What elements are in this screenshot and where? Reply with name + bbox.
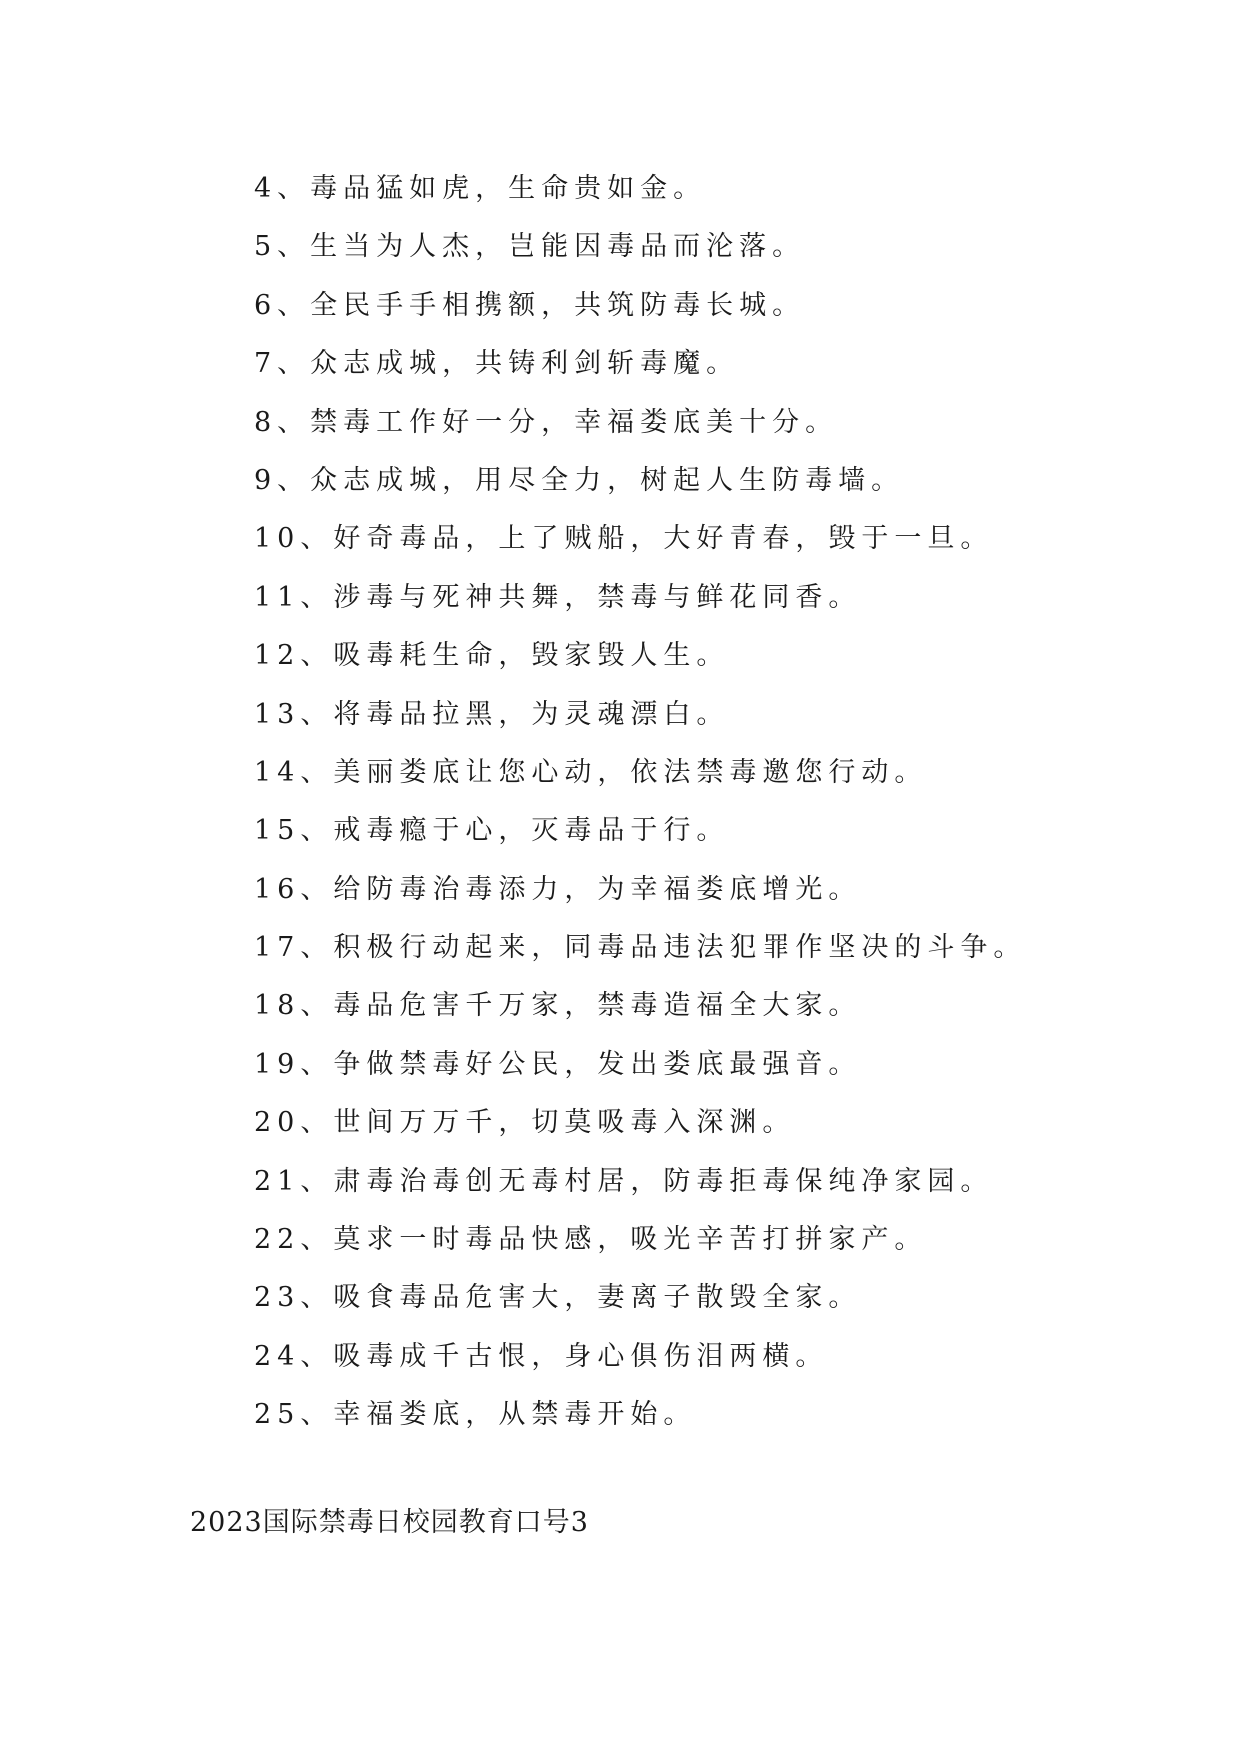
slogan-item: 13、将毒品拉黑，为灵魂漂白。 [254, 698, 730, 730]
slogan-item: 8、禁毒工作好一分，幸福娄底美十分。 [254, 406, 839, 438]
slogan-item: 25、幸福娄底，从禁毒开始。 [254, 1399, 697, 1431]
slogan-list [254, 160, 1026, 1445]
slogan-item: 18、毒品危害千万家，禁毒造福全大家。 [254, 990, 862, 1022]
slogan-item: 20、世间万万千，切莫吸毒入深渊。 [254, 1107, 796, 1139]
slogan-item: 24、吸毒成千古恨，身心俱伤泪两横。 [254, 1340, 829, 1372]
slogan-item: 15、戒毒瘾于心，灭毒品于行。 [254, 815, 730, 847]
slogan-item: 6、全民手手相携额，共筑防毒长城。 [254, 289, 806, 321]
slogan-item: 7、众志成城，共铸利剑斩毒魔。 [254, 348, 740, 380]
slogan-item: 17、积极行动起来，同毒品违法犯罪作坚决的斗争。 [254, 932, 1027, 964]
slogan-item: 5、生当为人杰，岂能因毒品而沦落。 [254, 231, 806, 263]
slogan-item: 14、美丽娄底让您心动，依法禁毒邀您行动。 [254, 756, 928, 788]
slogan-item: 23、吸食毒品危害大，妻离子散毁全家。 [254, 1282, 862, 1314]
slogan-item: 9、众志成城，用尽全力，树起人生防毒墙。 [254, 464, 905, 496]
slogan-item: 11、涉毒与死神共舞，禁毒与鲜花同香。 [254, 581, 862, 613]
slogan-item: 21、肃毒治毒创无毒村居，防毒拒毒保纯净家园。 [254, 1165, 994, 1197]
slogan-item: 22、莫求一时毒品快感，吸光辛苦打拼家产。 [254, 1224, 928, 1256]
slogan-item: 16、给防毒治毒添力，为幸福娄底增光。 [254, 873, 862, 905]
section-heading: 2023国际禁毒日校园教育口号3 [190, 1507, 589, 1538]
slogan-item: 10、好奇毒品，上了贼船，大好青春，毁于一旦。 [254, 523, 994, 555]
slogan-item: 12、吸毒耗生命，毁家毁人生。 [254, 640, 730, 672]
slogan-item: 4、毒品猛如虎，生命贵如金。 [254, 173, 707, 204]
slogan-item: 19、争做禁毒好公民，发出娄底最强音。 [254, 1048, 862, 1080]
